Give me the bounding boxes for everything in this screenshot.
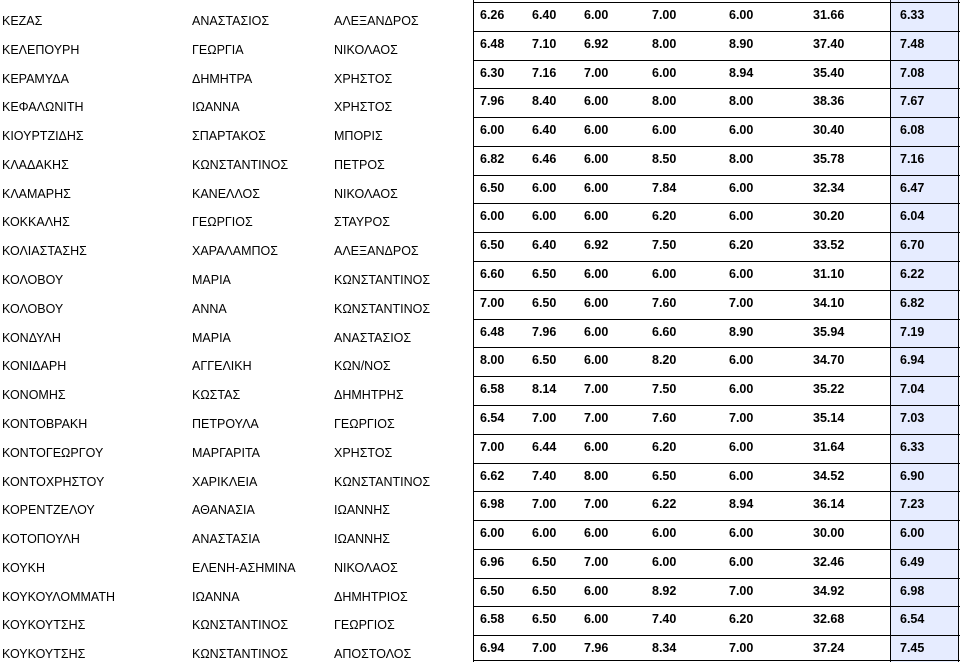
total-cell: 32.68 — [813, 612, 845, 626]
grade-3-cell: 6.00 — [584, 584, 609, 598]
total-cell: 31.64 — [813, 440, 845, 454]
total-cell: 30.40 — [813, 123, 845, 137]
grade-5-cell: 8.94 — [729, 66, 754, 80]
table-row — [0, 518, 960, 547]
total-cell: 38.36 — [813, 94, 845, 108]
father-name-cell: ΚΩΝ/ΝΟΣ — [334, 359, 391, 373]
row-divider — [473, 232, 960, 233]
grade-3-cell: 6.00 — [584, 94, 609, 108]
grade-3-cell: 7.96 — [584, 641, 609, 655]
father-name-cell: ΓΕΩΡΓΙΟΣ — [334, 417, 395, 431]
average-cell: 7.67 — [900, 94, 925, 108]
father-name-cell: ΚΩΝΣΤΑΝΤΙΝΟΣ — [334, 302, 431, 316]
surname-cell: ΚΟΥΚΟΥΤΣΗΣ — [2, 647, 86, 661]
surname-cell: ΚΟΝΤΟΒΡΑΚΗ — [2, 417, 88, 431]
first-name-cell: ΑΝΝΑ — [192, 302, 227, 316]
father-name-cell: ΜΠΟΡΙΣ — [334, 129, 383, 143]
row-divider — [473, 635, 960, 636]
grade-3-cell: 6.00 — [584, 612, 609, 626]
grade-2-cell: 7.00 — [532, 497, 557, 511]
grade-5-cell: 6.00 — [729, 469, 754, 483]
surname-cell: ΚΕΛΕΠΟΥΡΗ — [2, 43, 80, 57]
grade-1-cell: 7.00 — [480, 296, 505, 310]
grade-5-cell: 8.94 — [729, 497, 754, 511]
row-divider — [473, 60, 960, 61]
grade-1-cell: 6.60 — [480, 267, 505, 281]
surname-cell: ΚΟΛΙΑΣΤΑΣΗΣ — [2, 244, 87, 258]
grade-3-cell: 6.00 — [584, 209, 609, 223]
grade-1-cell: 6.54 — [480, 411, 505, 425]
surname-cell: ΚΟΝΔΥΛΗ — [2, 331, 61, 345]
grade-4-cell: 8.00 — [652, 37, 677, 51]
total-cell: 31.66 — [813, 8, 845, 22]
surname-cell: ΚΟΥΚΗ — [2, 561, 45, 575]
grade-5-cell: 7.00 — [729, 296, 754, 310]
grade-1-cell: 6.00 — [480, 526, 505, 540]
surname-cell: ΚΛΑΔΑΚΗΣ — [2, 158, 69, 172]
grade-2-cell: 6.46 — [532, 152, 557, 166]
grade-1-cell: 6.50 — [480, 238, 505, 252]
father-name-cell: ΧΡΗΣΤΟΣ — [334, 100, 393, 114]
first-name-cell: ΠΕΤΡΟΥΛΑ — [192, 417, 259, 431]
grade-1-cell: 8.00 — [480, 353, 505, 367]
first-name-cell: ΜΑΡΙΑ — [192, 331, 231, 345]
first-name-cell: ΑΓΓΕΛΙΚΗ — [192, 359, 252, 373]
grade-3-cell: 7.00 — [584, 555, 609, 569]
average-cell: 6.08 — [900, 123, 925, 137]
grade-4-cell: 7.40 — [652, 612, 677, 626]
grade-5-cell: 6.00 — [729, 8, 754, 22]
row-divider — [473, 376, 960, 377]
grade-1-cell: 6.00 — [480, 123, 505, 137]
grade-5-cell: 6.00 — [729, 181, 754, 195]
grade-4-cell: 7.60 — [652, 296, 677, 310]
first-name-cell: ΜΑΡΓΑΡΙΤΑ — [192, 446, 261, 460]
grade-2-cell: 6.50 — [532, 296, 557, 310]
grade-1-cell: 6.00 — [480, 209, 505, 223]
row-divider — [473, 434, 960, 435]
first-name-cell: ΕΛΕΝΗ-ΑΣΗΜΙΝΑ — [192, 561, 296, 575]
father-name-cell: ΙΩΑΝΝΗΣ — [334, 503, 390, 517]
grade-1-cell: 6.30 — [480, 66, 505, 80]
average-cell: 7.19 — [900, 325, 925, 339]
first-name-cell: ΓΕΩΡΓΙΟΣ — [192, 215, 253, 229]
first-name-cell: ΓΕΩΡΓΙΑ — [192, 43, 244, 57]
grade-4-cell: 8.92 — [652, 584, 677, 598]
table-row — [0, 604, 960, 633]
grade-4-cell: 6.00 — [652, 555, 677, 569]
grade-5-cell: 6.00 — [729, 353, 754, 367]
first-name-cell: ΙΩΑΝΝΑ — [192, 100, 240, 114]
average-cell: 7.16 — [900, 152, 925, 166]
grade-2-cell: 6.50 — [532, 584, 557, 598]
surname-cell: ΚΟΡΕΝΤΖΕΛΟΥ — [2, 503, 95, 517]
row-divider — [473, 491, 960, 492]
grade-3-cell: 7.00 — [584, 66, 609, 80]
grade-4-cell: 7.50 — [652, 238, 677, 252]
grade-3-cell: 7.00 — [584, 497, 609, 511]
table-row — [0, 345, 960, 374]
first-name-cell: ΔΗΜΗΤΡΑ — [192, 72, 253, 86]
average-cell: 6.70 — [900, 238, 925, 252]
first-name-cell: ΑΘΑΝΑΣΙΑ — [192, 503, 255, 517]
average-cell: 7.08 — [900, 66, 925, 80]
grade-3-cell: 6.00 — [584, 526, 609, 540]
surname-cell: ΚΙΟΥΡΤΖΙΔΗΣ — [2, 129, 84, 143]
first-name-cell: ΧΑΡΑΛΑΜΠΟΣ — [192, 244, 278, 258]
first-name-cell: ΑΝΑΣΤΑΣΙΑ — [192, 532, 261, 546]
table-row — [0, 115, 960, 144]
row-divider — [473, 463, 960, 464]
total-cell: 34.52 — [813, 469, 845, 483]
row-divider — [473, 88, 960, 89]
grade-2-cell: 7.00 — [532, 411, 557, 425]
total-cell: 34.92 — [813, 584, 845, 598]
grade-3-cell: 6.00 — [584, 123, 609, 137]
first-name-cell: ΚΑΝΕΛΛΟΣ — [192, 187, 260, 201]
grade-3-cell: 6.00 — [584, 267, 609, 281]
father-name-cell: ΑΛΕΞΑΝΔΡΟΣ — [334, 244, 419, 258]
grade-5-cell: 8.00 — [729, 94, 754, 108]
father-name-cell: ΑΝΑΣΤΑΣΙΟΣ — [334, 331, 412, 345]
father-name-cell: ΝΙΚΟΛΑΟΣ — [334, 43, 398, 57]
surname-cell: ΚΟΥΚΟΥΤΣΗΣ — [2, 618, 86, 632]
grade-3-cell: 6.00 — [584, 152, 609, 166]
total-cell: 33.52 — [813, 238, 845, 252]
grade-1-cell: 6.62 — [480, 469, 505, 483]
first-name-cell: ΜΑΡΙΑ — [192, 273, 231, 287]
average-cell: 7.03 — [900, 411, 925, 425]
average-cell: 6.49 — [900, 555, 925, 569]
table-row — [0, 403, 960, 432]
grade-3-cell: 6.92 — [584, 37, 609, 51]
table-row — [0, 230, 960, 259]
surname-cell: ΚΟΤΟΠΟΥΛΗ — [2, 532, 80, 546]
father-name-cell: ΓΕΩΡΓΙΟΣ — [334, 618, 395, 632]
total-cell: 35.78 — [813, 152, 845, 166]
total-cell: 35.40 — [813, 66, 845, 80]
grade-5-cell: 7.00 — [729, 641, 754, 655]
grade-2-cell: 7.10 — [532, 37, 557, 51]
father-name-cell: ΑΠΟΣΤΟΛΟΣ — [334, 647, 412, 661]
first-name-cell: ΚΩΝΣΤΑΝΤΙΝΟΣ — [192, 158, 289, 172]
average-cell: 6.94 — [900, 353, 925, 367]
table-row — [0, 173, 960, 202]
first-name-cell: ΚΩΣΤΑΣ — [192, 388, 241, 402]
row-divider — [473, 660, 960, 661]
grade-3-cell: 6.00 — [584, 296, 609, 310]
grade-2-cell: 6.50 — [532, 555, 557, 569]
grade-4-cell: 8.50 — [652, 152, 677, 166]
table-row — [0, 374, 960, 403]
surname-cell: ΚΟΝΙΔΑΡΗ — [2, 359, 67, 373]
grade-1-cell: 6.58 — [480, 382, 505, 396]
grade-5-cell: 7.00 — [729, 584, 754, 598]
average-cell: 7.48 — [900, 37, 925, 51]
grade-2-cell: 6.50 — [532, 267, 557, 281]
grade-3-cell: 6.00 — [584, 8, 609, 22]
total-cell: 36.14 — [813, 497, 845, 511]
grade-4-cell: 7.84 — [652, 181, 677, 195]
row-divider — [473, 146, 960, 147]
total-cell: 35.94 — [813, 325, 845, 339]
total-cell: 37.24 — [813, 641, 845, 655]
row-divider — [473, 2, 960, 3]
row-divider — [473, 549, 960, 550]
grade-5-cell: 6.20 — [729, 612, 754, 626]
grade-1-cell: 7.96 — [480, 94, 505, 108]
table-row — [0, 461, 960, 490]
father-name-cell: ΑΛΕΞΑΝΔΡΟΣ — [334, 14, 419, 28]
table-row — [0, 432, 960, 461]
grade-5-cell: 7.00 — [729, 411, 754, 425]
grade-4-cell: 6.00 — [652, 267, 677, 281]
surname-cell: ΚΕΖΑΣ — [2, 14, 43, 28]
row-divider — [473, 175, 960, 176]
average-cell: 6.00 — [900, 526, 925, 540]
grade-1-cell: 6.98 — [480, 497, 505, 511]
table-row — [0, 259, 960, 288]
grade-2-cell: 7.40 — [532, 469, 557, 483]
first-name-cell: ΑΝΑΣΤΑΣΙΟΣ — [192, 14, 270, 28]
table-row — [0, 547, 960, 576]
average-cell: 6.82 — [900, 296, 925, 310]
grade-4-cell: 6.50 — [652, 469, 677, 483]
father-name-cell: ΣΤΑΥΡΟΣ — [334, 215, 390, 229]
father-name-cell: ΚΩΝΣΤΑΝΤΙΝΟΣ — [334, 475, 431, 489]
father-name-cell: ΝΙΚΟΛΑΟΣ — [334, 561, 398, 575]
grade-4-cell: 6.20 — [652, 440, 677, 454]
grade-1-cell: 6.50 — [480, 181, 505, 195]
average-cell: 6.33 — [900, 8, 925, 22]
grade-5-cell: 6.00 — [729, 440, 754, 454]
grade-1-cell: 6.82 — [480, 152, 505, 166]
surname-cell: ΚΛΑΜΑΡΗΣ — [2, 187, 71, 201]
average-cell: 6.98 — [900, 584, 925, 598]
father-name-cell: ΧΡΗΣΤΟΣ — [334, 446, 393, 460]
first-name-cell: ΧΑΡΙΚΛΕΙΑ — [192, 475, 258, 489]
surname-cell: ΚΟΝΤΟΓΕΩΡΓΟΥ — [2, 446, 104, 460]
grade-2-cell: 8.14 — [532, 382, 557, 396]
grade-2-cell: 7.96 — [532, 325, 557, 339]
grade-3-cell: 6.00 — [584, 440, 609, 454]
grade-4-cell: 6.22 — [652, 497, 677, 511]
grade-2-cell: 6.44 — [532, 440, 557, 454]
table-row — [0, 201, 960, 230]
average-cell: 6.33 — [900, 440, 925, 454]
grade-5-cell: 6.00 — [729, 382, 754, 396]
table-row — [0, 58, 960, 87]
row-divider — [473, 520, 960, 521]
row-divider — [473, 31, 960, 32]
grade-3-cell: 7.00 — [584, 382, 609, 396]
table-row — [0, 317, 960, 346]
grade-4-cell: 6.20 — [652, 209, 677, 223]
first-name-cell: ΚΩΝΣΤΑΝΤΙΝΟΣ — [192, 618, 289, 632]
grade-5-cell: 8.90 — [729, 37, 754, 51]
surname-cell: ΚΕΡΑΜΥΔΑ — [2, 72, 69, 86]
row-divider — [473, 405, 960, 406]
row-divider — [473, 261, 960, 262]
average-cell: 7.23 — [900, 497, 925, 511]
surname-cell: ΚΕΦΑΛΩΝΙΤΗ — [2, 100, 84, 114]
grade-2-cell: 6.00 — [532, 209, 557, 223]
surname-cell: ΚΟΚΚΑΛΗΣ — [2, 215, 70, 229]
grade-5-cell: 8.90 — [729, 325, 754, 339]
table-row — [0, 29, 960, 58]
grade-1-cell: 6.48 — [480, 37, 505, 51]
father-name-cell: ΠΕΤΡΟΣ — [334, 158, 385, 172]
grade-2-cell: 6.50 — [532, 612, 557, 626]
father-name-cell: ΔΗΜΗΤΡΗΣ — [334, 388, 404, 402]
average-cell: 7.45 — [900, 641, 925, 655]
father-name-cell: ΝΙΚΟΛΑΟΣ — [334, 187, 398, 201]
average-cell: 6.04 — [900, 209, 925, 223]
grade-5-cell: 6.00 — [729, 209, 754, 223]
total-cell: 37.40 — [813, 37, 845, 51]
grade-5-cell: 6.00 — [729, 267, 754, 281]
total-cell: 30.00 — [813, 526, 845, 540]
grade-4-cell: 6.00 — [652, 123, 677, 137]
grade-1-cell: 7.00 — [480, 440, 505, 454]
grade-2-cell: 6.00 — [532, 526, 557, 540]
grade-5-cell: 6.00 — [729, 555, 754, 569]
total-cell: 34.70 — [813, 353, 845, 367]
grade-2-cell: 8.40 — [532, 94, 557, 108]
surname-cell: ΚΟΝΤΟΧΡΗΣΤΟΥ — [2, 475, 105, 489]
row-divider — [473, 203, 960, 204]
grade-2-cell: 6.40 — [532, 8, 557, 22]
first-name-cell: ΚΩΝΣΤΑΝΤΙΝΟΣ — [192, 647, 289, 661]
grade-2-cell: 6.40 — [532, 238, 557, 252]
grade-4-cell: 8.34 — [652, 641, 677, 655]
grade-1-cell: 6.50 — [480, 584, 505, 598]
grade-5-cell: 6.20 — [729, 238, 754, 252]
father-name-cell: ΧΡΗΣΤΟΣ — [334, 72, 393, 86]
row-divider — [473, 347, 960, 348]
grade-2-cell: 6.50 — [532, 353, 557, 367]
grade-2-cell: 7.00 — [532, 641, 557, 655]
table-row — [0, 144, 960, 173]
grade-4-cell: 7.50 — [652, 382, 677, 396]
grade-2-cell: 6.00 — [532, 181, 557, 195]
grade-4-cell: 6.60 — [652, 325, 677, 339]
surname-cell: ΚΟΛΟΒΟΥ — [2, 302, 64, 316]
average-cell: 6.47 — [900, 181, 925, 195]
average-cell: 6.54 — [900, 612, 925, 626]
total-cell: 35.14 — [813, 411, 845, 425]
grade-1-cell: 6.94 — [480, 641, 505, 655]
grade-1-cell: 6.48 — [480, 325, 505, 339]
average-cell: 6.22 — [900, 267, 925, 281]
grade-3-cell: 6.00 — [584, 325, 609, 339]
father-name-cell: ΙΩΑΝΝΗΣ — [334, 532, 390, 546]
grade-5-cell: 8.00 — [729, 152, 754, 166]
father-name-cell: ΚΩΝΣΤΑΝΤΙΝΟΣ — [334, 273, 431, 287]
table-row — [0, 576, 960, 605]
average-cell: 7.04 — [900, 382, 925, 396]
grade-4-cell: 7.00 — [652, 8, 677, 22]
first-name-cell: ΙΩΑΝΝΑ — [192, 590, 240, 604]
total-cell: 31.10 — [813, 267, 845, 281]
grade-1-cell: 6.58 — [480, 612, 505, 626]
total-cell: 32.34 — [813, 181, 845, 195]
grade-4-cell: 8.20 — [652, 353, 677, 367]
grade-3-cell: 6.00 — [584, 181, 609, 195]
grade-3-cell: 6.00 — [584, 353, 609, 367]
grade-3-cell: 8.00 — [584, 469, 609, 483]
surname-cell: ΚΟΝΟΜΗΣ — [2, 388, 66, 402]
grade-4-cell: 8.00 — [652, 94, 677, 108]
grade-1-cell: 6.26 — [480, 8, 505, 22]
row-divider — [473, 606, 960, 607]
grade-3-cell: 6.92 — [584, 238, 609, 252]
surname-cell: ΚΟΥΚΟΥΛΟΜΜΑΤΗ — [2, 590, 116, 604]
table-row — [0, 86, 960, 115]
table-row — [0, 0, 960, 29]
total-cell: 34.10 — [813, 296, 845, 310]
total-cell: 32.46 — [813, 555, 845, 569]
table-row — [0, 633, 960, 662]
grade-2-cell: 6.40 — [532, 123, 557, 137]
grade-5-cell: 6.00 — [729, 526, 754, 540]
first-name-cell: ΣΠΑΡΤΑΚΟΣ — [192, 129, 266, 143]
average-cell: 6.90 — [900, 469, 925, 483]
grade-5-cell: 6.00 — [729, 123, 754, 137]
grade-2-cell: 7.16 — [532, 66, 557, 80]
grade-4-cell: 6.00 — [652, 66, 677, 80]
grade-1-cell: 6.96 — [480, 555, 505, 569]
row-divider — [473, 578, 960, 579]
grade-3-cell: 7.00 — [584, 411, 609, 425]
row-divider — [473, 117, 960, 118]
total-cell: 35.22 — [813, 382, 845, 396]
table-row — [0, 288, 960, 317]
grade-4-cell: 6.00 — [652, 526, 677, 540]
table-row — [0, 489, 960, 518]
row-divider — [473, 319, 960, 320]
row-divider — [473, 290, 960, 291]
surname-cell: ΚΟΛΟΒΟΥ — [2, 273, 64, 287]
grade-4-cell: 7.60 — [652, 411, 677, 425]
total-cell: 30.20 — [813, 209, 845, 223]
father-name-cell: ΔΗΜΗΤΡΙΟΣ — [334, 590, 408, 604]
